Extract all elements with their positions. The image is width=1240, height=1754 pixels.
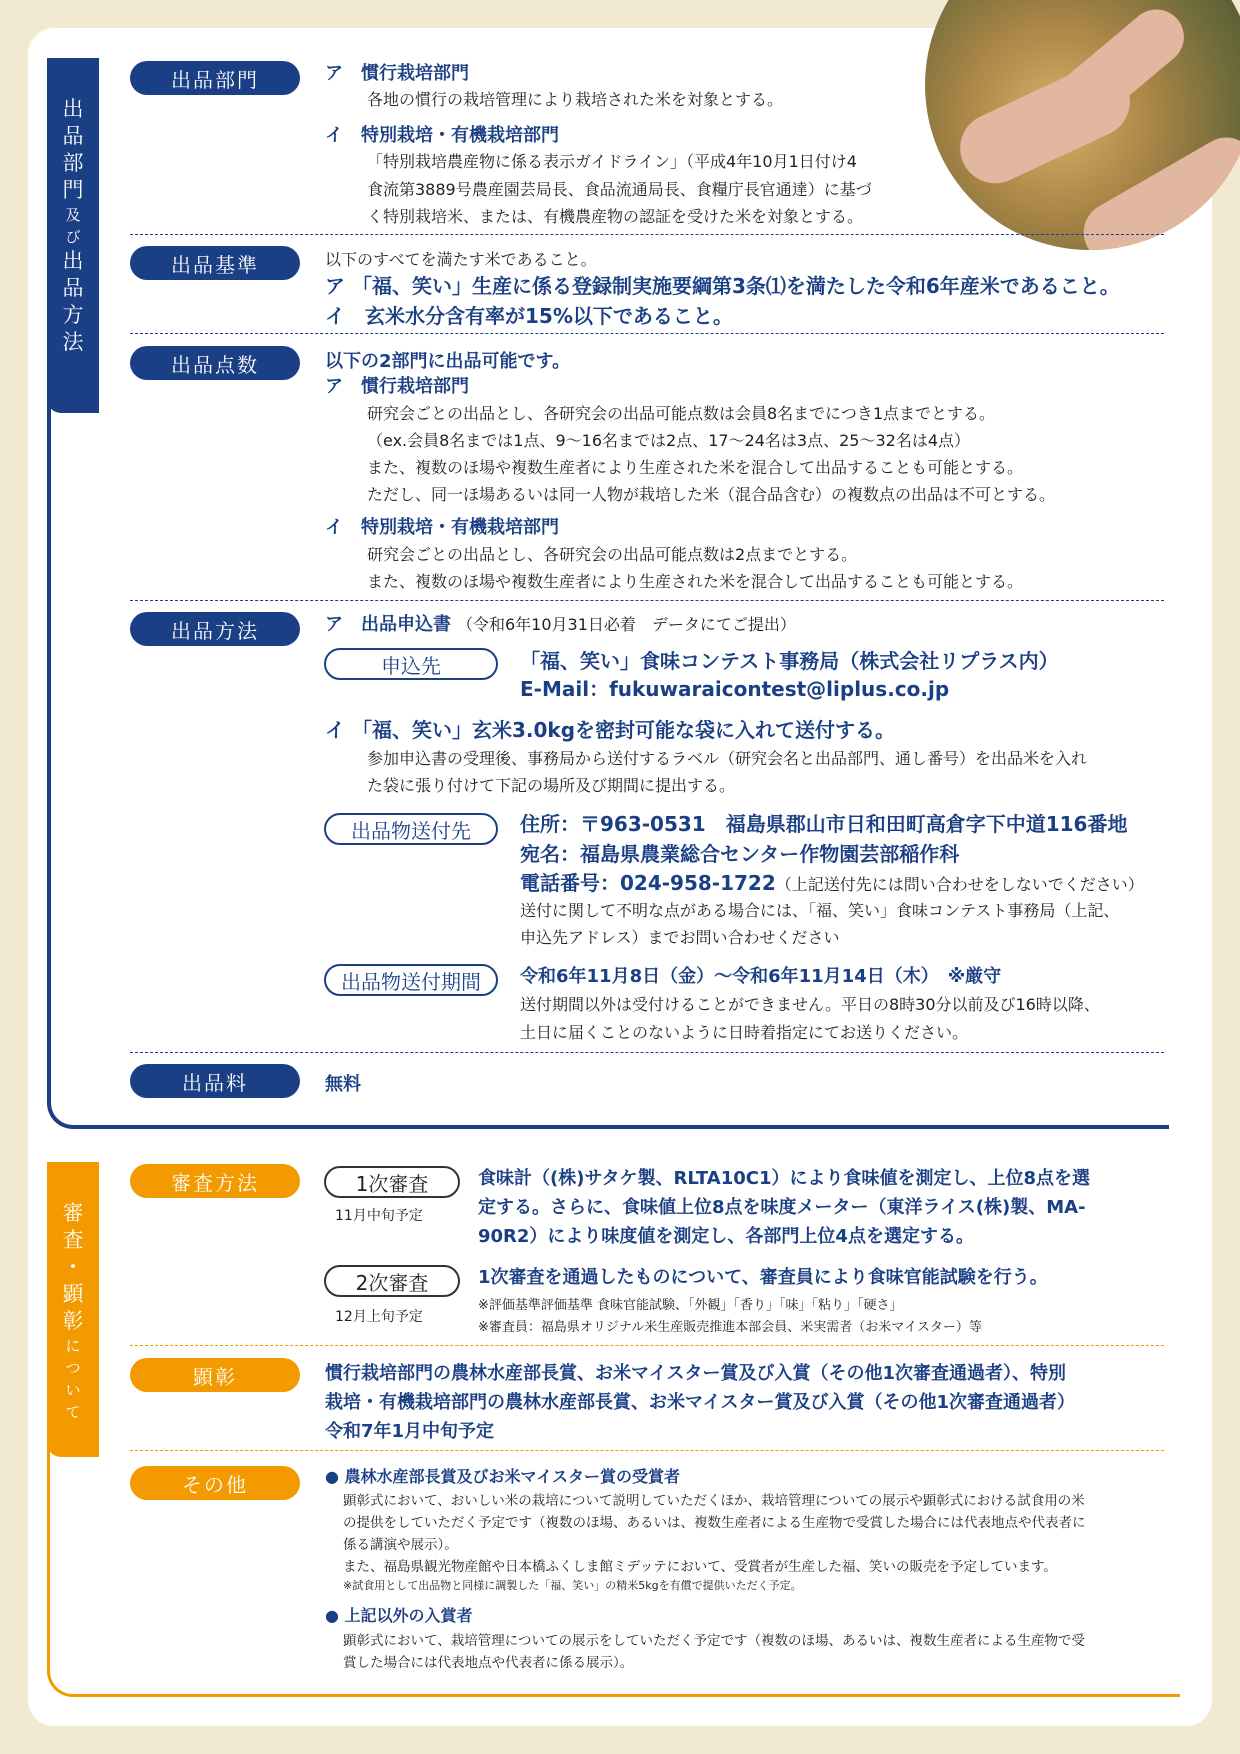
second-review-note-1: ※評価基準評価基準 食味官能試験、「外観」「香り」「味」「粘り」「硬さ」 bbox=[478, 1298, 903, 1313]
count-b-line-1: 研究会ごとの出品とし、各研究会の出品可能点数は2点までとする。 bbox=[367, 545, 858, 564]
award-pill: 顕彰 bbox=[130, 1358, 300, 1392]
criteria-intro: 以下のすべてを満たす米であること。 bbox=[325, 250, 597, 269]
judging-pill: 審査方法 bbox=[130, 1164, 300, 1198]
method-b-line-1: 参加申込書の受理後、事務局から送付するラベル（研究会名と出品部門、通し番号）を出品米を入れ bbox=[367, 749, 1088, 768]
divider bbox=[130, 1345, 1164, 1346]
divider bbox=[130, 600, 1164, 601]
fee-pill: 出品料 bbox=[130, 1064, 300, 1098]
criteria-a: ア 「福、笑い」生産に係る登録制実施要綱第3条⑴を満たした令和6年産米であること。 bbox=[325, 274, 1120, 298]
ship-phone: 電話番号：024-958-1722（上記送付先には問い合わせをしないでください） bbox=[520, 871, 1144, 895]
method-b-line-2: た袋に張り付けて下記の場所及び期間に提出する。 bbox=[367, 776, 736, 795]
ship-period-pill: 出品物送付期間 bbox=[324, 964, 498, 996]
apply-to-pill: 申込先 bbox=[324, 648, 498, 680]
ship-period-note-2: 土日に届くことのないように日時着指定にてお送りください。 bbox=[520, 1023, 969, 1042]
ship-to-pill: 出品物送付先 bbox=[324, 813, 498, 845]
count-intro: 以下の2部門に出品可能です。 bbox=[325, 351, 571, 372]
method-a-title: ア 出品申込書 （令和6年10月31日必着 データにてご提出） bbox=[325, 614, 796, 635]
other-a-line-3: 係る講演や展示）。 bbox=[343, 1537, 458, 1553]
other-a-line-2: の提供をしていただく予定です（複数のほ場、あるいは、複数生産者による生産物で受賞した場合には代表地点や代表者に bbox=[343, 1515, 1086, 1531]
second-review-note-2: ※審査員：福島県オリジナル米生産販売推進本部会員、米実需者（お米マイスター）等 bbox=[478, 1320, 982, 1335]
criteria-b: イ 玄米水分含有率が15%以下であること。 bbox=[325, 304, 733, 328]
ship-note-1: 送付に関して不明な点がある場合には、「福、笑い」食味コンテスト事務局（上記、 bbox=[520, 901, 1120, 920]
method-b-title: イ 「福、笑い」玄米3.0kgを密封可能な袋に入れて送付する。 bbox=[325, 718, 896, 742]
count-a-line-4: ただし、同一ほ場あるいは同一人物が栽培した米（混合品含む）の複数点の出品は不可とする。 bbox=[367, 485, 1056, 504]
divider bbox=[130, 1450, 1164, 1451]
other-pill: その他 bbox=[130, 1466, 300, 1500]
other-a-title: ● 農林水産部長賞及びお米マイスター賞の受賞者 bbox=[325, 1467, 681, 1486]
category-b-desc-1: 「特別栽培農産物に係る表示ガイドライン」（平成4年10月1日付け4 bbox=[367, 152, 857, 171]
award-line-3: 令和7年1月中旬予定 bbox=[325, 1421, 495, 1442]
category-b-title: イ 特別栽培・有機栽培部門 bbox=[325, 125, 559, 146]
other-b-line-2: 賞した場合には代表地点や代表者に係る展示）。 bbox=[343, 1655, 634, 1671]
fee-value: 無料 bbox=[325, 1074, 361, 1095]
second-review-line-1: 1次審査を通過したものについて、審査員により食味官能試験を行う。 bbox=[478, 1267, 1048, 1288]
count-pill: 出品点数 bbox=[130, 346, 300, 380]
category-pill: 出品部門 bbox=[130, 61, 300, 95]
section-label-judging: 審 査 ・ 顕 彰 に つ い て bbox=[47, 1162, 99, 1457]
count-b-line-2: また、複数のほ場や複数生産者により生産された米を混合して出品することも可能とする。 bbox=[367, 572, 1024, 591]
category-a-title: ア 慣行栽培部門 bbox=[325, 63, 469, 84]
category-b-desc-3: く特別栽培米、または、有機農産物の認証を受けた米を対象とする。 bbox=[367, 207, 864, 226]
first-review-line-1: 食味計（(株)サタケ製、RLTA10C1）により食味値を測定し、上位8点を選 bbox=[478, 1168, 1091, 1189]
method-pill: 出品方法 bbox=[130, 612, 300, 646]
other-b-title: ● 上記以外の入賞者 bbox=[325, 1606, 473, 1625]
ship-period-note-1: 送付期間以外は受付けることができません。平日の8時30分以前及び16時以降、 bbox=[520, 995, 1100, 1014]
divider bbox=[130, 234, 1164, 235]
second-review-date: 12月上旬予定 bbox=[335, 1309, 423, 1325]
first-review-line-2: 定する。さらに、食味値上位8点を味度メーター（東洋ライス(株)製、MA- bbox=[478, 1197, 1086, 1218]
other-a-line-4: また、福島県観光物産館や日本橋ふくしま館ミデッテにおいて、受賞者が生産した福、笑いの販売を予定しています。 bbox=[343, 1559, 1057, 1575]
award-line-2: 栽培・有機栽培部門の農林水産部長賞、お米マイスター賞及び入賞（その他1次審査通過者） bbox=[325, 1392, 1075, 1413]
ship-address: 住所：〒963-0531 福島県郡山市日和田町高倉字下中道116番地 bbox=[520, 812, 1128, 836]
first-review-pill: 1次審査 bbox=[324, 1166, 460, 1198]
other-b-line-1: 顕彰式において、栽培管理についての展示をしていただく予定です（複数のほ場、あるいは、複数生産者による生産物で受 bbox=[343, 1633, 1085, 1649]
count-a-title: ア 慣行栽培部門 bbox=[325, 376, 469, 397]
other-a-line-1: 顕彰式において、おいしい米の栽培について説明していただくほか、栽培管理についての展示や顕彰式における試食用の米 bbox=[343, 1493, 1085, 1509]
count-a-line-3: また、複数のほ場や複数生産者により生産された米を混合して出品することも可能とする。 bbox=[367, 458, 1024, 477]
criteria-pill: 出品基準 bbox=[130, 246, 300, 280]
ship-note-2: 申込先アドレス）までお問い合わせください bbox=[520, 928, 840, 947]
divider bbox=[130, 333, 1164, 334]
category-a-desc: 各地の慣行の栽培管理により栽培された米を対象とする。 bbox=[367, 90, 784, 109]
section-label-entry: 出 品 部 門 及 び 出 品 方 法 bbox=[47, 58, 99, 413]
second-review-pill: 2次審査 bbox=[324, 1265, 460, 1297]
count-b-title: イ 特別栽培・有機栽培部門 bbox=[325, 517, 559, 538]
count-a-line-1: 研究会ごとの出品とし、各研究会の出品可能点数は会員8名までにつき1点までとする。 bbox=[367, 404, 996, 423]
award-line-1: 慣行栽培部門の農林水産部長賞、お米マイスター賞及び入賞（その他1次審査通過者）、特別 bbox=[325, 1363, 1066, 1384]
apply-to-name: 「福、笑い」食味コンテスト事務局（株式会社リプラス内） bbox=[520, 649, 1059, 673]
apply-to-email: E-Mail：fukuwaraicontest@liplus.co.jp bbox=[520, 677, 950, 701]
count-a-line-2: （ex.会員8名までは1点、9～16名までは2点、17～24名は3点、25～32名は4点） bbox=[367, 431, 970, 450]
ship-recipient: 宛名：福島県農業総合センター作物園芸部稲作科 bbox=[520, 842, 960, 866]
ship-period: 令和6年11月8日（金）～令和6年11月14日（木） ※厳守 bbox=[520, 966, 1002, 987]
first-review-line-3: 90R2）により味度値を測定し、各部門上位4点を選定する。 bbox=[478, 1226, 974, 1247]
other-a-note: ※試食用として出品物と同様に調製した「福、笑い」の精米5kgを有償で提供いただく予定。 bbox=[343, 1579, 802, 1592]
first-review-date: 11月中旬予定 bbox=[335, 1208, 423, 1224]
divider bbox=[130, 1052, 1164, 1053]
category-b-desc-2: 食流第3889号農産園芸局長、食品流通局長、食糧庁長官通達）に基づ bbox=[367, 180, 872, 199]
